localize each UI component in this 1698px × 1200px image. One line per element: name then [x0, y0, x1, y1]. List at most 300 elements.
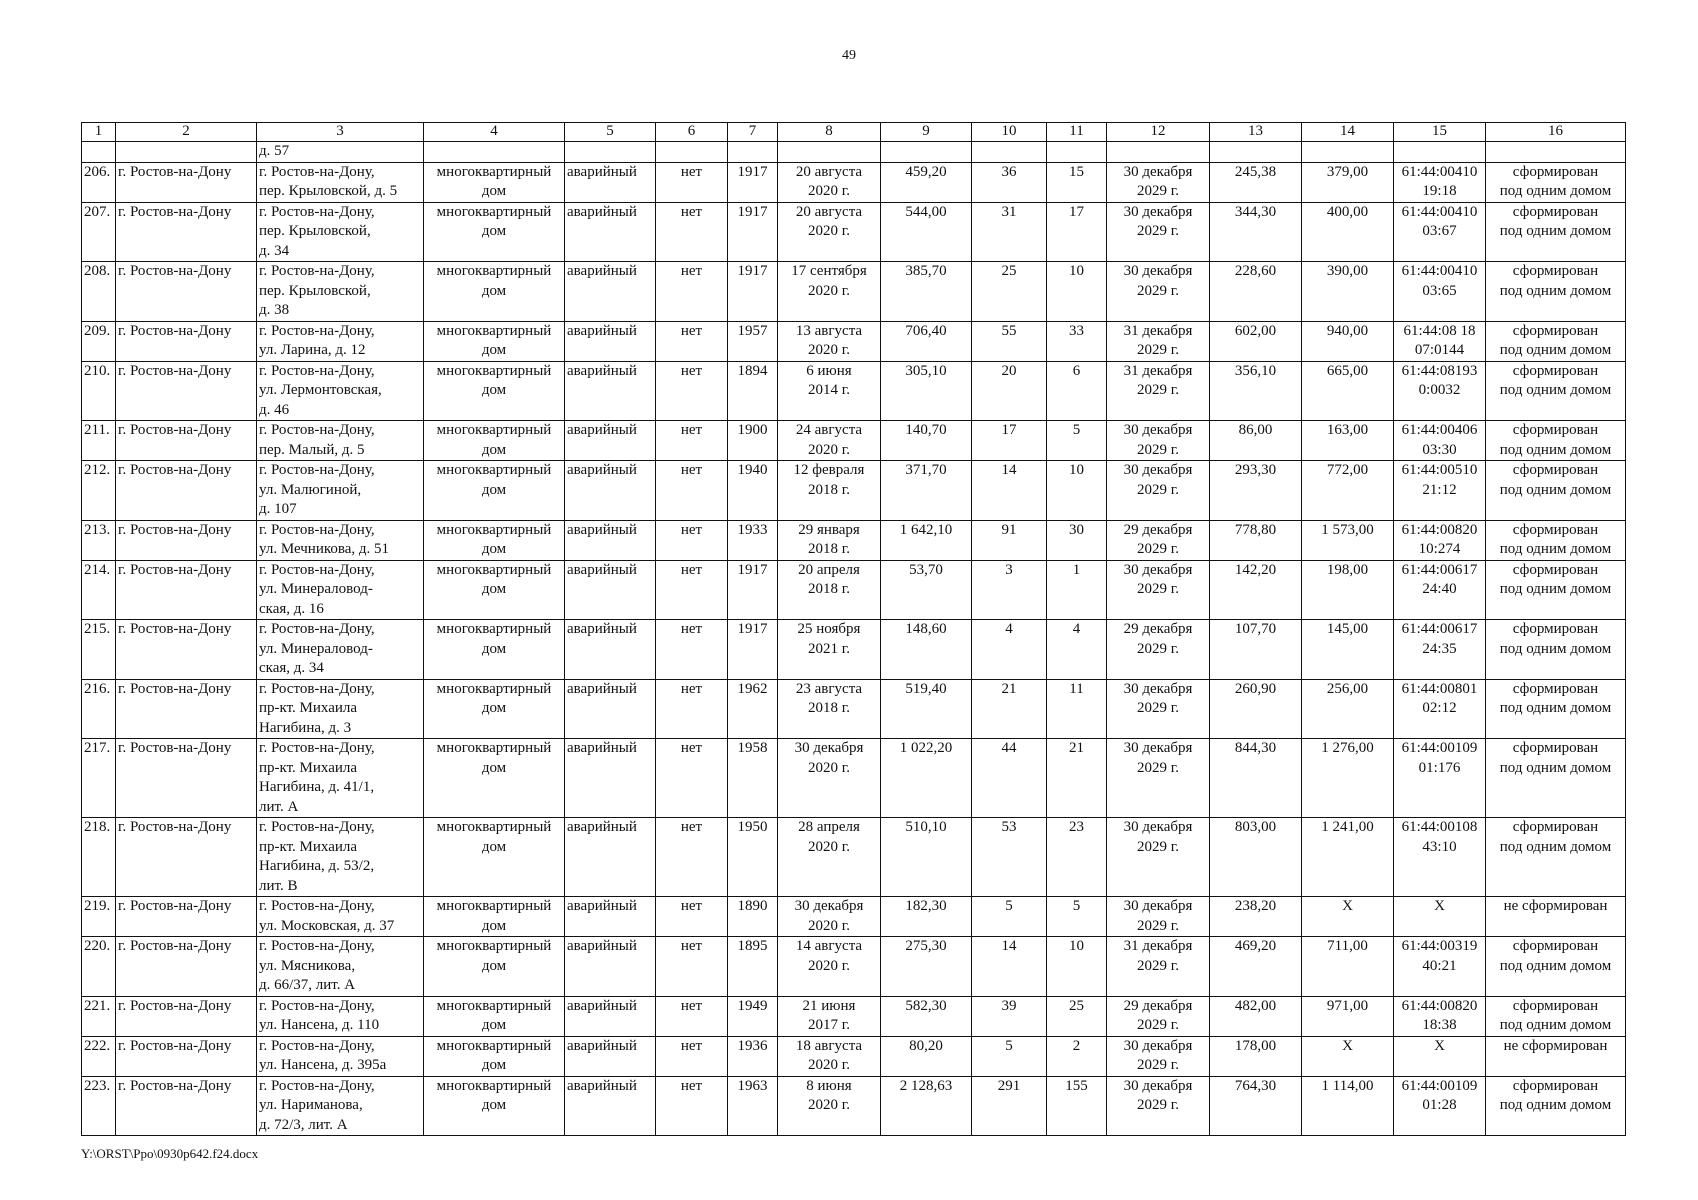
deadline-cell-line: 30 декабря — [1123, 898, 1193, 914]
deadline-cell-line: 2029 г. — [1137, 759, 1179, 776]
year-cell: 1963 — [728, 1076, 778, 1136]
table-row — [82, 560, 1626, 620]
status-cell: аварийный — [565, 937, 656, 997]
recognized-date-cell — [778, 520, 881, 560]
status-cell: аварийный — [565, 996, 656, 1036]
address-cell-line: пр-кт. Михаила — [259, 838, 358, 855]
year-cell: 1917 — [728, 560, 778, 620]
housing-registry-table — [81, 122, 1626, 1136]
recognized-date-cell-line: 2020 г. — [808, 759, 850, 776]
deadline-cell-line: 30 декабря — [1123, 819, 1193, 835]
units-cell: 2 — [1047, 1036, 1107, 1076]
column-number-11: 11 — [1047, 123, 1107, 142]
building-type-cell-line: дом — [481, 759, 507, 776]
address-cell-line: ул. Ларина, д. 12 — [259, 342, 366, 358]
deadline-cell — [1107, 361, 1210, 421]
col13-cell: 260,90 — [1210, 679, 1302, 739]
building-type-cell-line: многоквартирный — [436, 938, 552, 954]
cadastral-number-cell — [1394, 1036, 1486, 1076]
col14-cell: 940,00 — [1302, 321, 1394, 361]
building-type-cell — [424, 996, 565, 1036]
col13-cell: 803,00 — [1210, 818, 1302, 897]
address-cell — [257, 1036, 424, 1076]
status-cell: аварийный — [565, 818, 656, 897]
area-cell: 582,30 — [881, 996, 972, 1036]
year-cell: 1917 — [728, 262, 778, 322]
address-cell-line: д. 72/3, лит. А — [259, 1116, 348, 1133]
land-plot-cell — [1486, 520, 1626, 560]
column-number-16: 16 — [1486, 123, 1626, 142]
col14-cell: 1 114,00 — [1302, 1076, 1394, 1136]
address-cell-line: ул. Нансена, д. 395а — [259, 1057, 387, 1073]
column-number-1: 1 — [82, 123, 116, 142]
col13-cell: 344,30 — [1210, 202, 1302, 262]
cadastral-number-cell-line: Х — [1434, 898, 1445, 914]
deadline-cell — [1107, 620, 1210, 680]
building-type-cell — [424, 361, 565, 421]
deadline-cell — [1107, 262, 1210, 322]
land-plot-cell — [1486, 421, 1626, 461]
residents-cell: 91 — [972, 520, 1047, 560]
col14-cell: 400,00 — [1302, 202, 1394, 262]
year-cell: 1890 — [728, 897, 778, 937]
land-plot-cell-line: под одним домом — [1499, 183, 1612, 199]
recognized-date-cell-line: 20 апреля — [798, 561, 860, 578]
col14-cell: 1 276,00 — [1302, 739, 1394, 818]
building-type-cell-line: многоквартирный — [436, 1037, 552, 1054]
recognized-date-cell-line: 20 августа — [795, 163, 863, 180]
address-cell — [257, 679, 424, 739]
address-cell-line: Нагибина, д. 3 — [259, 719, 352, 736]
recognized-date-cell-line: 25 ноября — [797, 621, 861, 637]
flag-cell: нет — [656, 162, 728, 202]
recognized-date-cell — [778, 321, 881, 361]
col13-cell: 602,00 — [1210, 321, 1302, 361]
recognized-date-cell — [778, 461, 881, 521]
row-number: 217. — [82, 739, 116, 818]
row-number: 220. — [82, 937, 116, 997]
cadastral-number-cell-line: 19:18 — [1422, 183, 1457, 199]
cadastral-number-cell-line: 43:10 — [1422, 838, 1457, 855]
land-plot-cell-line: под одним домом — [1499, 640, 1612, 657]
city-cell: г. Ростов-на-Дону — [116, 321, 257, 361]
land-plot-cell — [1486, 1036, 1626, 1076]
area-cell: 80,20 — [881, 1036, 972, 1076]
units-cell: 155 — [1047, 1076, 1107, 1136]
cadastral-number-cell-line: 07:0144 — [1414, 342, 1465, 358]
recognized-date-cell — [778, 202, 881, 262]
land-plot-cell-line: под одним домом — [1499, 282, 1612, 299]
city-cell: г. Ростов-на-Дону — [116, 679, 257, 739]
col14-cell: 971,00 — [1302, 996, 1394, 1036]
cadastral-number-cell-line: 03:30 — [1422, 441, 1457, 458]
area-cell: 53,70 — [881, 560, 972, 620]
status-cell: аварийный — [565, 162, 656, 202]
year-cell: 1950 — [728, 818, 778, 897]
deadline-cell — [1107, 321, 1210, 361]
address-cell-line: г. Ростов-на-Дону, — [259, 263, 375, 279]
address-cell-line: д. 46 — [259, 401, 290, 418]
row-number: 221. — [82, 996, 116, 1036]
land-plot-cell-line: под одним домом — [1499, 838, 1612, 855]
deadline-cell-line: 2029 г. — [1137, 481, 1179, 498]
land-plot-cell-line: под одним домом — [1499, 541, 1612, 557]
cadastral-number-cell-line: 61:44:00108 — [1401, 819, 1478, 835]
table-row — [82, 421, 1626, 461]
address-cell — [257, 1076, 424, 1136]
recognized-date-cell-line: 24 августа — [795, 422, 863, 438]
row-number: 206. — [82, 162, 116, 202]
table-row — [82, 202, 1626, 262]
col13-cell: 778,80 — [1210, 520, 1302, 560]
address-cell-line: пр-кт. Михаила — [259, 759, 358, 776]
units-cell: 33 — [1047, 321, 1107, 361]
recognized-date-cell-line: 2020 г. — [808, 223, 850, 239]
address-cell-line: г. Ростов-на-Дону, — [259, 1077, 375, 1094]
cadastral-number-cell-line: 61:44:00406 — [1401, 422, 1478, 438]
recognized-date-cell-line: 2020 г. — [808, 838, 850, 855]
city-cell: г. Ростов-на-Дону — [116, 1076, 257, 1136]
address-cell-line: лит. В — [259, 877, 298, 894]
flag-cell: нет — [656, 1076, 728, 1136]
deadline-cell-line: 2029 г. — [1137, 1017, 1179, 1033]
address-tail: д. 57 — [257, 142, 424, 163]
deadline-cell-line: 29 декабря — [1123, 521, 1193, 538]
address-cell — [257, 620, 424, 680]
city-cell: г. Ростов-на-Дону — [116, 461, 257, 521]
address-cell-line: пр-кт. Михаила — [259, 700, 358, 716]
cadastral-number-cell-line: 61:44:00617 — [1401, 561, 1478, 578]
flag-cell: нет — [656, 739, 728, 818]
flag-cell: нет — [656, 1036, 728, 1076]
area-cell: 305,10 — [881, 361, 972, 421]
recognized-date-cell-line: 2020 г. — [808, 441, 850, 458]
recognized-date-cell — [778, 262, 881, 322]
address-cell-line: ул. Лермонтовская, — [259, 382, 382, 398]
deadline-cell-line: 2029 г. — [1137, 541, 1179, 557]
status-cell: аварийный — [565, 1036, 656, 1076]
flag-cell: нет — [656, 421, 728, 461]
year-cell: 1917 — [728, 202, 778, 262]
address-cell-line: Нагибина, д. 41/1, — [259, 779, 375, 795]
row-number: 219. — [82, 897, 116, 937]
residents-cell: 36 — [972, 162, 1047, 202]
cadastral-number-cell — [1394, 937, 1486, 997]
building-type-cell-line: дом — [481, 481, 507, 498]
building-type-cell-line: многоквартирный — [436, 462, 552, 478]
recognized-date-cell-line: 2018 г. — [808, 700, 850, 716]
cadastral-number-cell-line: 24:40 — [1422, 581, 1457, 597]
year-cell: 1962 — [728, 679, 778, 739]
recognized-date-cell-line: 2020 г. — [808, 342, 850, 358]
col13-cell: 107,70 — [1210, 620, 1302, 680]
recognized-date-cell — [778, 361, 881, 421]
recognized-date-cell-line: 17 сентября — [791, 263, 867, 279]
building-type-cell-line: дом — [481, 957, 507, 974]
year-cell: 1900 — [728, 421, 778, 461]
col13-cell: 238,20 — [1210, 897, 1302, 937]
city-cell: г. Ростов-на-Дону — [116, 421, 257, 461]
cadastral-number-cell — [1394, 679, 1486, 739]
cadastral-number-cell-line: 03:67 — [1422, 223, 1457, 239]
year-cell: 1917 — [728, 620, 778, 680]
land-plot-cell-line: не сформирован — [1503, 898, 1608, 914]
table-row — [82, 739, 1626, 818]
cadastral-number-cell — [1394, 361, 1486, 421]
address-cell — [257, 202, 424, 262]
recognized-date-cell-line: 29 января — [798, 521, 860, 538]
cadastral-number-cell-line: 10:274 — [1418, 541, 1461, 557]
deadline-cell — [1107, 560, 1210, 620]
land-plot-cell-line: сформирован — [1512, 1077, 1599, 1094]
deadline-cell-line: 30 декабря — [1123, 263, 1193, 279]
recognized-date-cell-line: 2020 г. — [808, 917, 850, 934]
cadastral-number-cell — [1394, 421, 1486, 461]
area-cell: 459,20 — [881, 162, 972, 202]
footer-file-path: Y:\ORST\Ppo\0930p642.f24.docx — [81, 1146, 259, 1161]
address-cell-line: ская, д. 16 — [259, 600, 324, 617]
land-plot-cell-line: сформирован — [1512, 740, 1599, 756]
cadastral-number-cell-line: 0:0032 — [1418, 382, 1461, 398]
building-type-cell-line: многоквартирный — [436, 680, 552, 697]
cadastral-number-cell-line: 61:44:08193 — [1401, 362, 1478, 379]
building-type-cell — [424, 818, 565, 897]
deadline-cell-line: 30 декабря — [1123, 462, 1193, 478]
table-row — [82, 897, 1626, 937]
deadline-cell-line: 2029 г. — [1137, 700, 1179, 716]
units-cell: 25 — [1047, 996, 1107, 1036]
building-type-cell-line: дом — [481, 342, 507, 358]
address-cell-line: г. Ростов-на-Дону, — [259, 362, 375, 379]
table-row — [82, 321, 1626, 361]
land-plot-cell — [1486, 1076, 1626, 1136]
land-plot-cell-line: под одним домом — [1499, 342, 1612, 358]
land-plot-cell-line: сформирован — [1512, 462, 1599, 478]
flag-cell: нет — [656, 937, 728, 997]
city-cell: г. Ростов-на-Дону — [116, 361, 257, 421]
building-type-cell-line: многоквартирный — [436, 263, 552, 279]
land-plot-cell-line: сформирован — [1512, 422, 1599, 438]
col14-cell: 390,00 — [1302, 262, 1394, 322]
land-plot-cell — [1486, 321, 1626, 361]
address-cell — [257, 262, 424, 322]
col14-cell: Х — [1302, 1036, 1394, 1076]
row-number: 213. — [82, 520, 116, 560]
cadastral-number-cell-line: 18:38 — [1422, 1017, 1457, 1033]
cadastral-number-cell-line: 01:176 — [1418, 759, 1461, 776]
cadastral-number-cell-line: 61:44:00109 — [1401, 740, 1478, 756]
cadastral-number-cell-line: 61:44:08 18 — [1403, 322, 1476, 339]
recognized-date-cell — [778, 996, 881, 1036]
address-cell-line: пер. Крыловской, д. 5 — [259, 183, 398, 199]
column-number-5: 5 — [565, 123, 656, 142]
flag-cell: нет — [656, 520, 728, 560]
residents-cell: 5 — [972, 897, 1047, 937]
cadastral-number-cell-line: 61:44:00617 — [1401, 621, 1478, 637]
building-type-cell — [424, 262, 565, 322]
residents-cell: 17 — [972, 421, 1047, 461]
land-plot-cell — [1486, 897, 1626, 937]
status-cell: аварийный — [565, 520, 656, 560]
land-plot-cell-line: сформирован — [1512, 362, 1599, 379]
cadastral-number-cell — [1394, 897, 1486, 937]
address-cell-line: г. Ростов-на-Дону, — [259, 203, 375, 220]
status-cell: аварийный — [565, 897, 656, 937]
land-plot-cell — [1486, 679, 1626, 739]
land-plot-cell-line: под одним домом — [1499, 581, 1612, 597]
land-plot-cell — [1486, 818, 1626, 897]
land-plot-cell-line: сформирован — [1512, 263, 1599, 279]
year-cell: 1894 — [728, 361, 778, 421]
recognized-date-cell — [778, 679, 881, 739]
recognized-date-cell-line: 30 декабря — [794, 740, 864, 756]
residents-cell: 39 — [972, 996, 1047, 1036]
deadline-cell — [1107, 1036, 1210, 1076]
address-cell — [257, 321, 424, 361]
building-type-cell — [424, 461, 565, 521]
residents-cell: 14 — [972, 461, 1047, 521]
cadastral-number-cell-line: 61:44:00820 — [1401, 521, 1478, 538]
address-cell-line: г. Ростов-на-Дону, — [259, 740, 375, 756]
building-type-cell — [424, 679, 565, 739]
status-cell: аварийный — [565, 461, 656, 521]
row-number: 208. — [82, 262, 116, 322]
address-cell-line: г. Ростов-на-Дону, — [259, 422, 375, 438]
address-cell-line: г. Ростов-на-Дону, — [259, 898, 375, 914]
residents-cell: 291 — [972, 1076, 1047, 1136]
address-cell-line: г. Ростов-на-Дону, — [259, 1037, 375, 1054]
land-plot-cell-line: сформирован — [1512, 997, 1599, 1014]
deadline-cell-line: 2029 г. — [1137, 640, 1179, 657]
city-cell: г. Ростов-на-Дону — [116, 739, 257, 818]
column-number-12: 12 — [1107, 123, 1210, 142]
col13-cell: 356,10 — [1210, 361, 1302, 421]
table-row — [82, 361, 1626, 421]
address-cell-line: пер. Крыловской, — [259, 282, 371, 299]
recognized-date-cell-line: 2017 г. — [808, 1017, 850, 1033]
cadastral-number-cell-line: 21:12 — [1422, 481, 1457, 498]
col14-cell: 379,00 — [1302, 162, 1394, 202]
address-cell-line: ул. Малюгиной, — [259, 481, 362, 498]
deadline-cell — [1107, 1076, 1210, 1136]
address-cell — [257, 897, 424, 937]
cadastral-number-cell — [1394, 739, 1486, 818]
address-cell — [257, 560, 424, 620]
row-number: 207. — [82, 202, 116, 262]
row-number: 212. — [82, 461, 116, 521]
column-number-4: 4 — [424, 123, 565, 142]
units-cell: 5 — [1047, 421, 1107, 461]
deadline-cell — [1107, 818, 1210, 897]
status-cell: аварийный — [565, 620, 656, 680]
address-cell — [257, 421, 424, 461]
recognized-date-cell-line: 12 февраля — [793, 462, 865, 478]
land-plot-cell-line: под одним домом — [1499, 759, 1612, 776]
recognized-date-cell-line: 2020 г. — [808, 1097, 850, 1113]
land-plot-cell — [1486, 262, 1626, 322]
area-cell: 140,70 — [881, 421, 972, 461]
address-cell — [257, 162, 424, 202]
address-cell — [257, 818, 424, 897]
building-type-cell — [424, 520, 565, 560]
recognized-date-cell-line: 2020 г. — [808, 957, 850, 974]
area-cell: 519,40 — [881, 679, 972, 739]
column-number-row — [82, 123, 1626, 142]
building-type-cell-line: многоквартирный — [436, 740, 552, 756]
recognized-date-cell-line: 2020 г. — [808, 282, 850, 299]
area-cell: 544,00 — [881, 202, 972, 262]
recognized-date-cell-line: 2018 г. — [808, 541, 850, 557]
land-plot-cell-line: не сформирован — [1503, 1037, 1608, 1054]
col13-cell: 178,00 — [1210, 1036, 1302, 1076]
land-plot-cell-line: сформирован — [1512, 680, 1599, 697]
cadastral-number-cell-line: 40:21 — [1422, 957, 1457, 974]
cadastral-number-cell — [1394, 1076, 1486, 1136]
cadastral-number-cell — [1394, 321, 1486, 361]
status-cell: аварийный — [565, 202, 656, 262]
cadastral-number-cell-line: 61:44:00801 — [1401, 680, 1478, 697]
deadline-cell — [1107, 897, 1210, 937]
col13-cell: 86,00 — [1210, 421, 1302, 461]
address-cell — [257, 461, 424, 521]
land-plot-cell-line: сформирован — [1512, 322, 1599, 339]
deadline-cell-line: 30 декабря — [1123, 740, 1193, 756]
residents-cell: 14 — [972, 937, 1047, 997]
land-plot-cell — [1486, 162, 1626, 202]
year-cell: 1936 — [728, 1036, 778, 1076]
deadline-cell-line: 2029 г. — [1137, 1057, 1179, 1073]
col14-cell: Х — [1302, 897, 1394, 937]
address-cell-line: д. 66/37, лит. А — [259, 977, 356, 993]
col14-cell: 772,00 — [1302, 461, 1394, 521]
residents-cell: 53 — [972, 818, 1047, 897]
address-cell-line: д. 34 — [259, 242, 290, 259]
table-row — [82, 1076, 1626, 1136]
row-number: 223. — [82, 1076, 116, 1136]
col14-cell: 163,00 — [1302, 421, 1394, 461]
recognized-date-cell-line: 2020 г. — [808, 1057, 850, 1073]
city-cell: г. Ростов-на-Дону — [116, 520, 257, 560]
residents-cell: 3 — [972, 560, 1047, 620]
table-row — [82, 996, 1626, 1036]
col13-cell: 142,20 — [1210, 560, 1302, 620]
building-type-cell-line: дом — [481, 581, 507, 597]
land-plot-cell-line: сформирован — [1512, 819, 1599, 835]
address-cell — [257, 937, 424, 997]
deadline-cell — [1107, 162, 1210, 202]
recognized-date-cell-line: 30 декабря — [794, 898, 864, 914]
year-cell: 1949 — [728, 996, 778, 1036]
flag-cell: нет — [656, 897, 728, 937]
column-number-7: 7 — [728, 123, 778, 142]
cadastral-number-cell-line: 61:44:00820 — [1401, 997, 1478, 1014]
units-cell: 10 — [1047, 461, 1107, 521]
units-cell: 10 — [1047, 937, 1107, 997]
col14-cell: 198,00 — [1302, 560, 1394, 620]
year-cell: 1958 — [728, 739, 778, 818]
address-cell-line: г. Ростов-на-Дону, — [259, 938, 375, 954]
flag-cell: нет — [656, 560, 728, 620]
cadastral-number-cell — [1394, 202, 1486, 262]
building-type-cell-line: многоквартирный — [436, 997, 552, 1014]
cadastral-number-cell-line: 01:28 — [1422, 1097, 1457, 1113]
deadline-cell-line: 31 декабря — [1123, 362, 1193, 379]
deadline-cell-line: 2029 г. — [1137, 581, 1179, 597]
land-plot-cell — [1486, 461, 1626, 521]
recognized-date-cell-line: 21 июня — [802, 997, 856, 1014]
recognized-date-cell — [778, 1076, 881, 1136]
cadastral-number-cell-line: 03:65 — [1422, 282, 1457, 299]
